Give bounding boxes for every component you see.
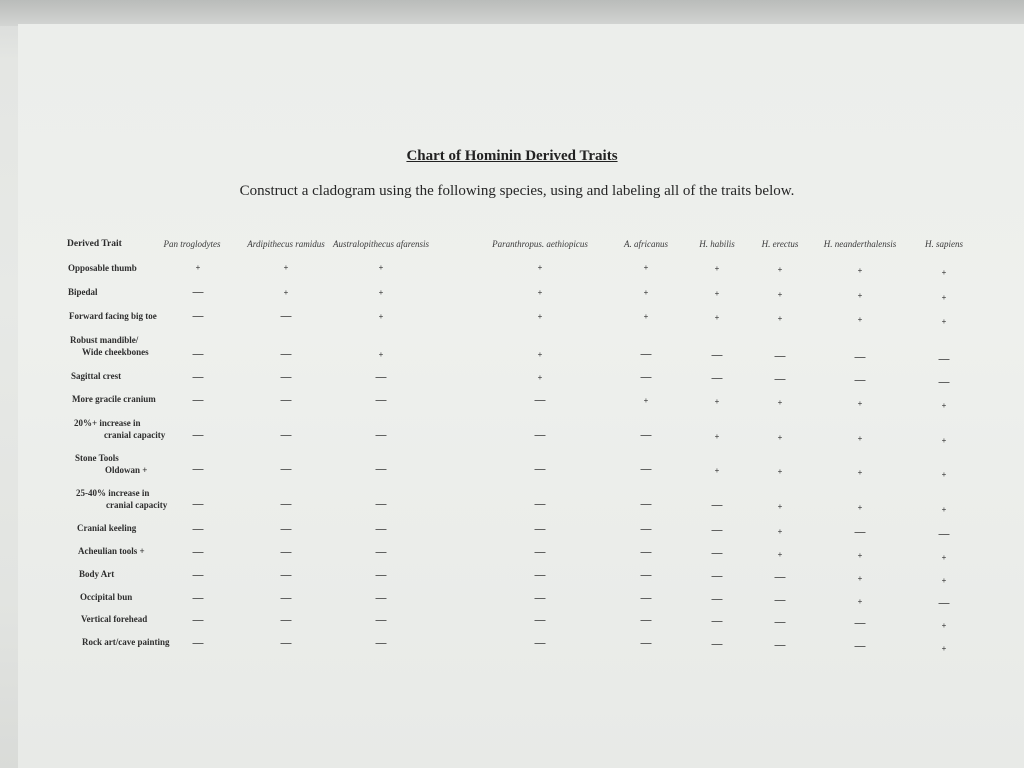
trait-absent-mark: —	[711, 593, 723, 606]
trait-present-mark: +	[941, 621, 947, 630]
species-column-header: H. sapiens	[925, 239, 963, 249]
trait-present-mark: +	[714, 313, 720, 322]
trait-absent-mark: —	[711, 349, 723, 362]
trait-absent-mark: —	[280, 498, 292, 511]
trait-absent-mark: —	[192, 463, 204, 476]
trait-absent-mark: —	[640, 348, 652, 361]
trait-present-mark: +	[777, 550, 783, 559]
trait-name: Robust mandible/	[70, 335, 139, 345]
trait-present-mark: +	[857, 468, 863, 477]
trait-name: Bipedal	[68, 287, 98, 297]
trait-absent-mark: —	[854, 640, 866, 653]
trait-present-mark: +	[537, 373, 543, 382]
trait-name: Forward facing big toe	[69, 311, 157, 321]
trait-absent-mark: —	[534, 614, 546, 627]
trait-absent-mark: —	[280, 371, 292, 384]
trait-absent-mark: —	[534, 394, 546, 407]
trait-label	[75, 452, 147, 476]
trait-present-mark: +	[195, 263, 201, 272]
trait-label	[76, 487, 167, 511]
monitor-bezel	[0, 0, 1024, 26]
trait-present-mark: +	[643, 396, 649, 405]
trait-absent-mark: —	[774, 639, 786, 652]
trait-absent-mark: —	[711, 615, 723, 628]
trait-absent-mark: —	[711, 499, 723, 512]
trait-absent-mark: —	[774, 571, 786, 584]
trait-present-mark: +	[537, 288, 543, 297]
trait-absent-mark: —	[534, 463, 546, 476]
species-column-header: Paranthropus. aethiopicus	[492, 239, 588, 249]
trait-absent-mark: —	[534, 429, 546, 442]
trait-present-mark: +	[941, 505, 947, 514]
trait-name: Body Art	[79, 569, 115, 579]
trait-present-mark: +	[941, 470, 947, 479]
trait-absent-mark: —	[192, 637, 204, 650]
trait-present-mark: +	[777, 398, 783, 407]
trait-absent-mark: —	[640, 569, 652, 582]
trait-name: Occipital bun	[80, 592, 133, 602]
trait-absent-mark: —	[192, 371, 204, 384]
trait-absent-mark: —	[375, 569, 387, 582]
trait-present-mark: +	[857, 551, 863, 560]
trait-absent-mark: —	[375, 429, 387, 442]
trait-absent-mark: —	[640, 523, 652, 536]
trait-present-mark: +	[714, 397, 720, 406]
trait-name: Vertical forehead	[81, 614, 148, 624]
trait-present-mark: +	[857, 315, 863, 324]
document-title: Chart of Hominin Derived Traits	[406, 148, 618, 164]
trait-absent-mark: —	[938, 528, 950, 541]
trait-absent-mark: —	[192, 310, 204, 323]
trait-label	[68, 286, 98, 298]
trait-name-continued: cranial capacity	[104, 430, 166, 440]
trait-absent-mark: —	[640, 614, 652, 627]
trait-absent-mark: —	[375, 523, 387, 536]
trait-present-mark: +	[777, 290, 783, 299]
trait-name: Opposable thumb	[68, 263, 137, 273]
trait-present-mark: +	[777, 265, 783, 274]
trait-present-mark: +	[941, 436, 947, 445]
trait-absent-mark: —	[534, 569, 546, 582]
trait-present-mark: +	[537, 350, 543, 359]
trait-label	[74, 417, 165, 441]
trait-name-continued: cranial capacity	[106, 500, 168, 510]
trait-absent-mark: —	[280, 546, 292, 559]
trait-present-mark: +	[857, 597, 863, 606]
trait-label	[79, 568, 114, 580]
trait-name: Sagittal crest	[71, 371, 122, 381]
trait-present-mark: +	[714, 264, 720, 273]
trait-absent-mark: —	[192, 523, 204, 536]
trait-absent-mark: —	[534, 637, 546, 650]
trait-present-mark: +	[857, 574, 863, 583]
trait-present-mark: +	[643, 312, 649, 321]
trait-absent-mark: —	[280, 569, 292, 582]
trait-name: Acheulian tools +	[78, 546, 145, 556]
trait-absent-mark: —	[192, 614, 204, 627]
species-column-header: H. erectus	[761, 239, 799, 249]
document-instructions: Construct a cladogram using the following species, using and labeling all of the traits below.	[239, 183, 795, 199]
trait-absent-mark: —	[640, 592, 652, 605]
trait-present-mark: +	[283, 263, 289, 272]
trait-present-mark: +	[941, 553, 947, 562]
trait-present-mark: +	[714, 432, 720, 441]
trait-present-mark: +	[857, 266, 863, 275]
trait-absent-mark: —	[192, 498, 204, 511]
trait-label	[78, 545, 145, 557]
trait-label	[80, 591, 132, 603]
trait-label	[70, 334, 149, 358]
trait-present-mark: +	[643, 263, 649, 272]
trait-absent-mark: —	[192, 429, 204, 442]
trait-present-mark: +	[643, 288, 649, 297]
species-column-header: Australopithecus afarensis	[333, 239, 429, 249]
trait-absent-mark: —	[280, 310, 292, 323]
trait-absent-mark: —	[534, 546, 546, 559]
trait-name: 20%+ increase in	[74, 418, 141, 428]
trait-name: Cranial keeling	[77, 523, 137, 533]
trait-absent-mark: —	[938, 353, 950, 366]
trait-absent-mark: —	[711, 547, 723, 560]
trait-label	[69, 310, 157, 322]
trait-absent-mark: —	[375, 371, 387, 384]
trait-absent-mark: —	[280, 394, 292, 407]
trait-absent-mark: —	[640, 429, 652, 442]
trait-absent-mark: —	[640, 463, 652, 476]
trait-absent-mark: —	[192, 286, 204, 299]
trait-absent-mark: —	[280, 429, 292, 442]
trait-absent-mark: —	[375, 592, 387, 605]
trait-absent-mark: —	[774, 616, 786, 629]
document-page	[18, 24, 1024, 768]
trait-absent-mark: —	[280, 348, 292, 361]
trait-absent-mark: —	[375, 394, 387, 407]
trait-absent-mark: —	[711, 524, 723, 537]
trait-present-mark: +	[537, 263, 543, 272]
trait-absent-mark: —	[854, 526, 866, 539]
trait-absent-mark: —	[375, 498, 387, 511]
trait-absent-mark: —	[375, 463, 387, 476]
trait-present-mark: +	[777, 433, 783, 442]
trait-present-mark: +	[714, 466, 720, 475]
trait-label	[77, 522, 136, 534]
trait-present-mark: +	[714, 289, 720, 298]
species-column-header: H. habilis	[699, 239, 735, 249]
trait-absent-mark: —	[534, 592, 546, 605]
trait-absent-mark: —	[774, 373, 786, 386]
trait-absent-mark: —	[711, 372, 723, 385]
trait-absent-mark: —	[192, 348, 204, 361]
trait-label	[71, 370, 121, 382]
trait-absent-mark: —	[192, 394, 204, 407]
trait-name: Rock art/cave painting	[82, 637, 170, 647]
trait-absent-mark: —	[375, 637, 387, 650]
trait-absent-mark: —	[280, 463, 292, 476]
trait-present-mark: +	[941, 644, 947, 653]
trait-absent-mark: —	[640, 498, 652, 511]
trait-absent-mark: —	[774, 594, 786, 607]
trait-present-mark: +	[857, 503, 863, 512]
trait-present-mark: +	[777, 502, 783, 511]
trait-present-mark: +	[378, 350, 384, 359]
trait-absent-mark: —	[192, 592, 204, 605]
trait-present-mark: +	[777, 314, 783, 323]
trait-present-mark: +	[941, 317, 947, 326]
trait-absent-mark: —	[280, 637, 292, 650]
trait-present-mark: +	[941, 576, 947, 585]
trait-absent-mark: —	[375, 614, 387, 627]
trait-label	[72, 393, 156, 405]
trait-present-mark: +	[378, 312, 384, 321]
trait-present-mark: +	[941, 401, 947, 410]
trait-absent-mark: —	[640, 637, 652, 650]
trait-name-continued: Wide cheekbones	[82, 347, 149, 357]
trait-absent-mark: —	[774, 350, 786, 363]
trait-absent-mark: —	[938, 376, 950, 389]
trait-absent-mark: —	[640, 546, 652, 559]
trait-column-header: Derived Trait	[67, 239, 122, 249]
trait-present-mark: +	[777, 527, 783, 536]
trait-absent-mark: —	[280, 592, 292, 605]
trait-present-mark: +	[777, 467, 783, 476]
trait-present-mark: +	[857, 399, 863, 408]
trait-name-continued: Oldowan +	[105, 465, 148, 475]
trait-present-mark: +	[941, 268, 947, 277]
trait-absent-mark: —	[711, 638, 723, 651]
species-column-header: H. neanderthalensis	[823, 239, 897, 249]
trait-name: More gracile cranium	[72, 394, 156, 404]
trait-present-mark: +	[857, 434, 863, 443]
trait-absent-mark: —	[192, 546, 204, 559]
trait-absent-mark: —	[711, 570, 723, 583]
trait-absent-mark: —	[854, 351, 866, 364]
trait-label	[81, 613, 147, 625]
trait-label	[82, 636, 170, 648]
trait-name: Stone Tools	[75, 453, 119, 463]
trait-absent-mark: —	[280, 614, 292, 627]
trait-absent-mark: —	[640, 371, 652, 384]
trait-present-mark: +	[378, 263, 384, 272]
trait-absent-mark: —	[854, 374, 866, 387]
trait-label	[68, 262, 137, 274]
trait-absent-mark: —	[534, 498, 546, 511]
trait-present-mark: +	[537, 312, 543, 321]
species-column-header: A. africanus	[624, 239, 668, 249]
trait-absent-mark: —	[534, 523, 546, 536]
trait-absent-mark: —	[280, 523, 292, 536]
trait-name: 25-40% increase in	[76, 488, 150, 498]
trait-present-mark: +	[941, 293, 947, 302]
trait-absent-mark: —	[854, 617, 866, 630]
trait-present-mark: +	[283, 288, 289, 297]
trait-present-mark: +	[378, 288, 384, 297]
species-column-header: Ardipithecus ramidus	[247, 239, 325, 249]
trait-absent-mark: —	[192, 569, 204, 582]
trait-present-mark: +	[857, 291, 863, 300]
species-column-header: Pan troglodytes	[163, 239, 221, 249]
trait-absent-mark: —	[375, 546, 387, 559]
trait-absent-mark: —	[938, 597, 950, 610]
